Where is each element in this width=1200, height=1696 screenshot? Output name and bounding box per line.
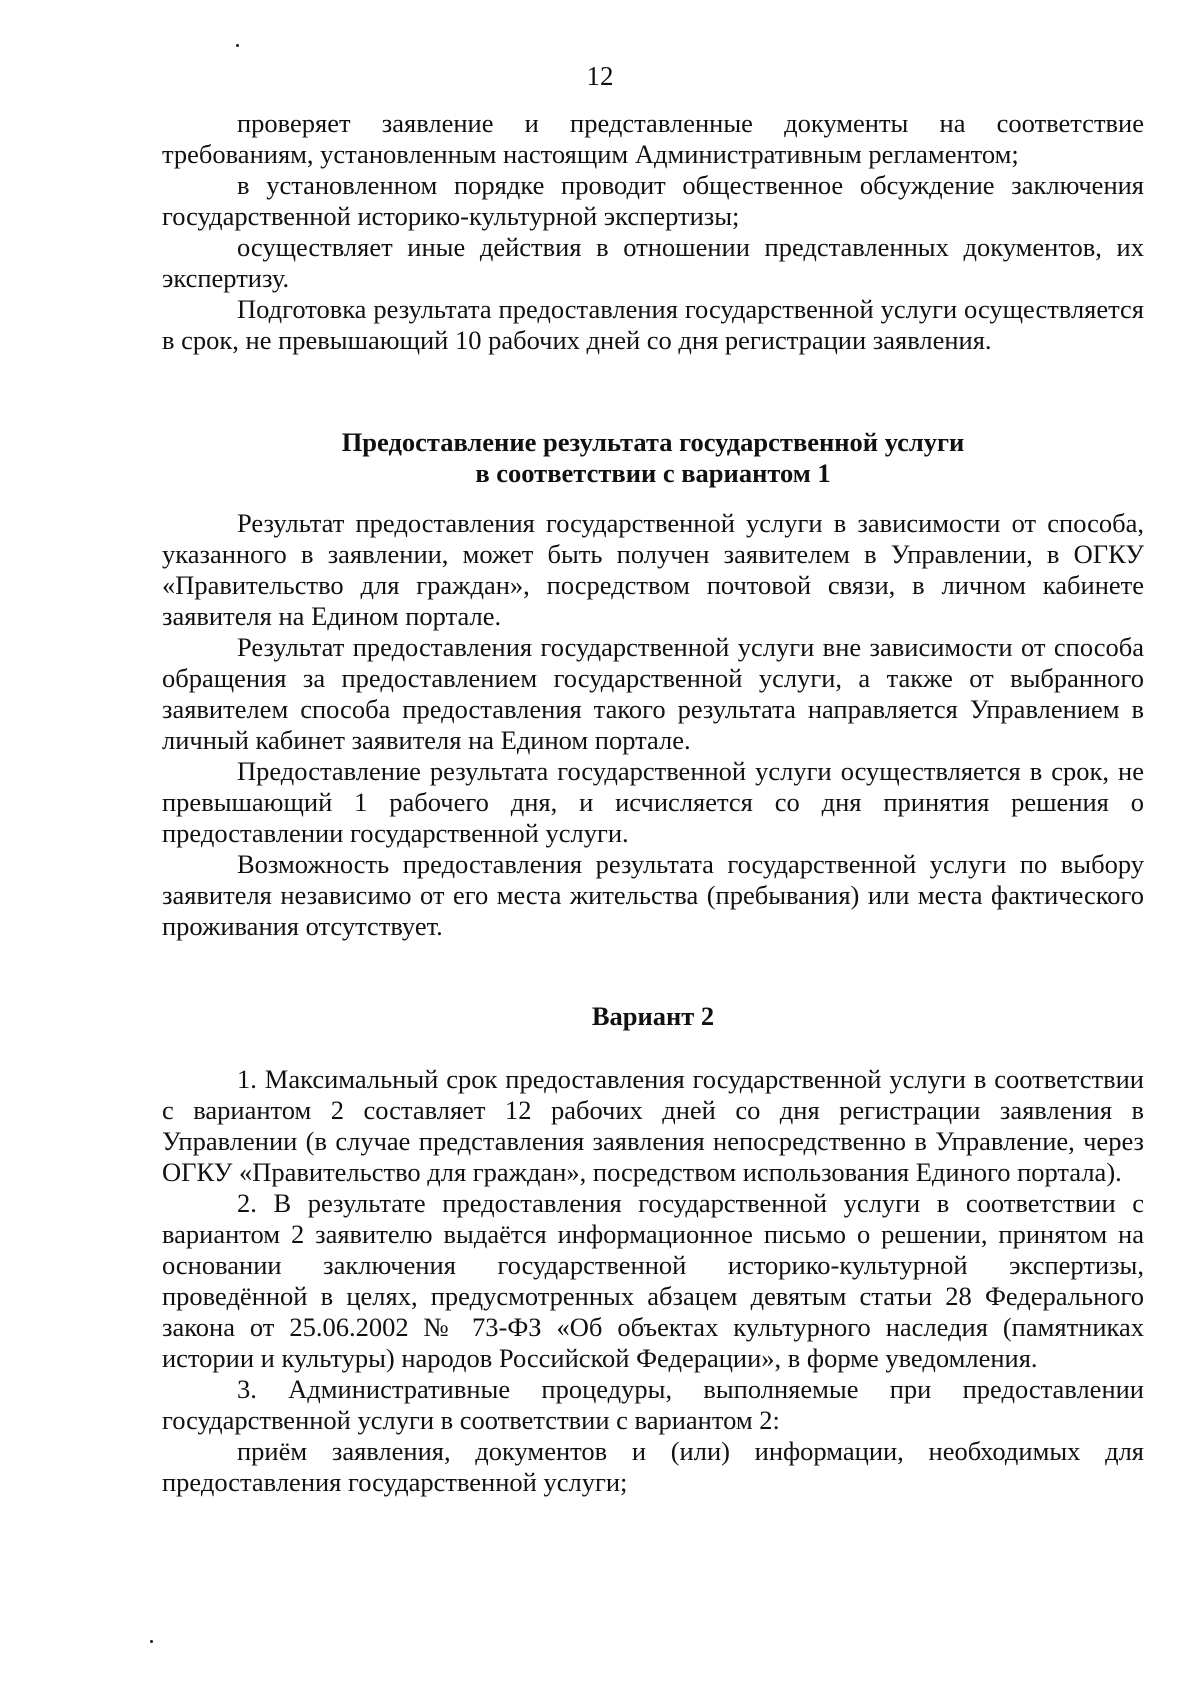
paragraph: 1. Максимальный срок предоставления государственной услуги в соответствии с вариантом 2 составляет 12 рабочих дней со дня регистрации заявления в Управлении (в случае представления заявления непосредственно в Управление, через ОГКУ «Правительство для граждан», посредством использования Единого портала). bbox=[162, 1064, 1144, 1187]
paragraph: приём заявления, документов и (или) информации, необходимых для предоставления государственной услуги; bbox=[162, 1436, 1144, 1497]
paragraph: 3. Административные процедуры, выполняемые при предоставлении государственной услуги в соответствии с вариантом 2: bbox=[162, 1374, 1144, 1435]
heading-line: Предоставление результата государственной услуги bbox=[341, 427, 965, 457]
scan-speck bbox=[150, 1640, 153, 1643]
section-heading-result-variant-1 bbox=[162, 427, 1144, 489]
paragraph: Подготовка результата предоставления государственной услуги осуществляется в срок, не превышающий 10 рабочих дней со дня регистрации заявления. bbox=[162, 294, 1144, 355]
paragraph: 2. В результате предоставления государственной услуги в соответствии с вариантом 2 заявителю выдаётся информационное письмо о решении, принятом на основании заключения государственной историко-культурной экспертизы, проведённой в целях, предусмотренных абзацем девятым статьи 28 Федерального закона от 25.06.2002 № 73-ФЗ «Об объектах культурного наследия (памятниках истории и культуры) народов Российской Федерации», в форме уведомления. bbox=[162, 1188, 1144, 1373]
page-number: 12 bbox=[586, 61, 614, 91]
paragraph: Результат предоставления государственной услуги вне зависимости от способа обращения за предоставлением государственной услуги, а также от выбранного заявителем способа предоставления такого результата направляется Управлением в личный кабинет заявителя на Едином портале. bbox=[162, 632, 1144, 755]
scan-speck bbox=[236, 44, 239, 47]
section-variant-2 bbox=[162, 1064, 1144, 1498]
paragraph: в установленном порядке проводит общественное обсуждение заключения государственной историко-культурной экспертизы; bbox=[162, 170, 1144, 231]
paragraph: Возможность предоставления результата государственной услуги по выбору заявителя независимо от его места жительства (пребывания) или места фактического проживания отсутствует. bbox=[162, 849, 1144, 941]
paragraph: осуществляет иные действия в отношении представленных документов, их экспертизу. bbox=[162, 232, 1144, 293]
paragraph: Предоставление результата государственной услуги осуществляется в срок, не превышающий 1 рабочего дня, и исчисляется со дня принятия решения о предоставлении государственной услуги. bbox=[162, 756, 1144, 848]
section-heading-variant-2: Вариант 2 bbox=[591, 1001, 715, 1031]
section-procedures bbox=[162, 108, 1144, 356]
paragraph: проверяет заявление и представленные документы на соответствие требованиям, установленным настоящим Административным регламентом; bbox=[162, 108, 1144, 169]
heading-line: в соответствии с вариантом 1 bbox=[475, 458, 831, 488]
section-result-provision bbox=[162, 508, 1144, 942]
paragraph: Результат предоставления государственной услуги в зависимости от способа, указанного в заявлении, может быть получен заявителем в Управлении, в ОГКУ «Правительство для граждан», посредством почтовой связи, в личном кабинете заявителя на Едином портале. bbox=[162, 508, 1144, 631]
